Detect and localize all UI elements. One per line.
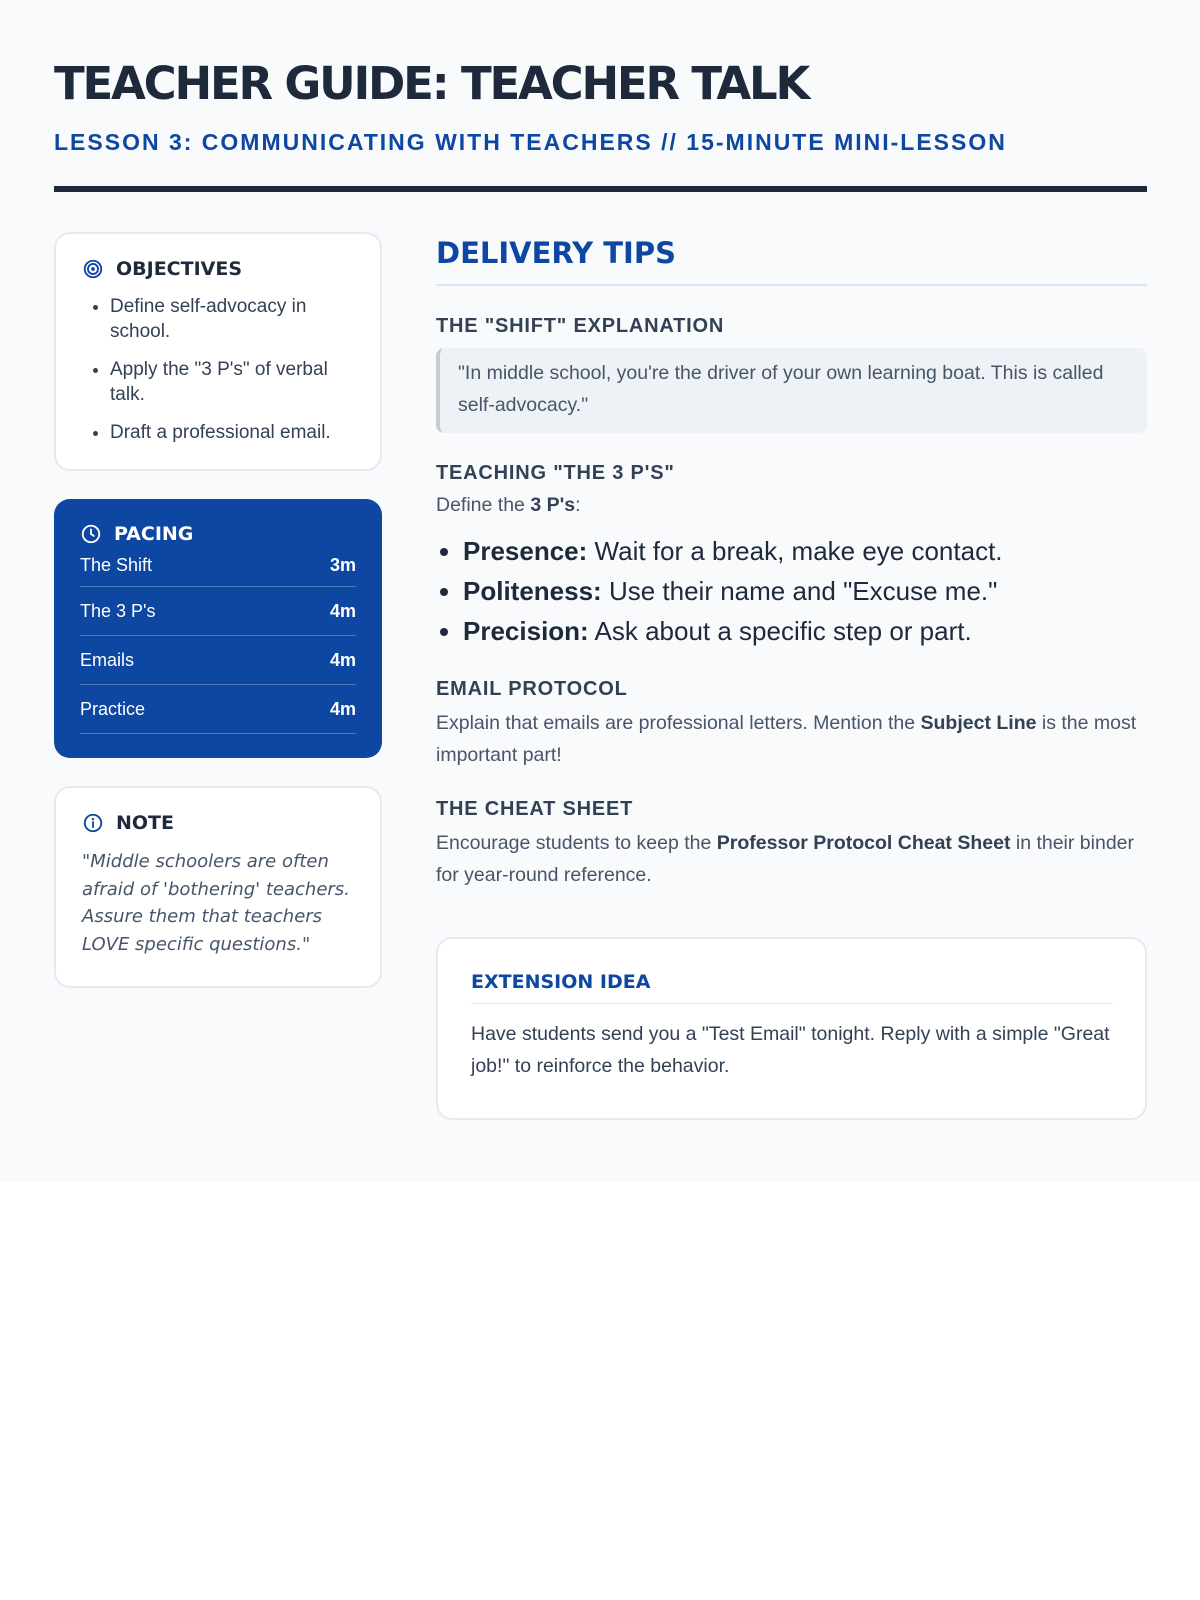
info-icon [82, 812, 104, 834]
email-text-prefix: Explain that emails are professional letters. Mention the [436, 712, 921, 734]
email-text-suffix: is the most important part! [436, 712, 1137, 766]
three-ps-intro-bold: 3 P's [530, 494, 576, 516]
clock-icon [80, 523, 102, 545]
list-item: • Define self-advocacy in school. [110, 294, 354, 344]
pacing-row-label: Emails [80, 649, 135, 670]
email-section [436, 677, 1147, 771]
cheat-sheet-bold: Professor Protocol Cheat Sheet [716, 832, 1011, 854]
header-divider [54, 186, 1147, 192]
pacing-card [54, 499, 382, 758]
main-content [436, 232, 1147, 1120]
three-ps-intro-suffix: : [575, 494, 581, 516]
note-text: "Middle schoolers are often afraid of 'bothering' teachers. Assure them that teachers LOVE specific questions." [82, 851, 350, 955]
cheat-sheet-suffix: in their binder for year-round reference. [436, 832, 1135, 886]
pacing-row-label: The Shift [80, 555, 153, 575]
page-title: TEACHER GUIDE: TEACHER TALK [54, 57, 809, 110]
three-ps-text: Wait for a break, make eye contact. [587, 536, 1003, 566]
pacing-row-label: Practice [80, 698, 146, 719]
note-card [54, 786, 382, 988]
objectives-heading: OBJECTIVES [116, 258, 243, 280]
list-item [463, 571, 1147, 611]
pacing-header [80, 523, 356, 545]
list-item: • Draft a professional email. [110, 420, 354, 445]
page-subtitle: LESSON 3: COMMUNICATING WITH TEACHERS // 15-MINUTE MINI-LESSON [54, 129, 1007, 155]
email-text-bold: Subject Line [920, 712, 1037, 734]
shift-quote: "In middle school, you're the driver of your own learning boat. This is called self-advocacy." [436, 348, 1147, 433]
email-heading: EMAIL PROTOCOL [436, 678, 628, 700]
shift-section [436, 314, 1147, 433]
list-item [463, 611, 1147, 651]
extension-card [436, 937, 1147, 1120]
pacing-row-label: The 3 P's [80, 600, 156, 621]
three-ps-text: Ask about a specific step or part. [588, 616, 972, 646]
email-text [436, 707, 1147, 771]
three-ps-term: Precision: [463, 616, 589, 646]
three-ps-term: Presence: [463, 536, 588, 566]
objectives-list [82, 294, 354, 445]
cheat-sheet-text [436, 827, 1147, 891]
objectives-card [54, 232, 382, 471]
pacing-row [80, 636, 356, 685]
three-ps-term: Politeness: [463, 576, 602, 606]
pacing-heading: PACING [114, 523, 194, 545]
sidebar [54, 232, 382, 988]
list-item [463, 531, 1147, 571]
note-header [82, 812, 354, 834]
pacing-row-time: 4m [329, 649, 356, 670]
shift-heading: THE "SHIFT" EXPLANATION [436, 315, 725, 337]
pacing-row [80, 545, 356, 587]
extension-text: Have students send you a "Test Email" tonight. Reply with a simple "Great job!" to reinforce the behavior. [471, 1023, 1110, 1077]
three-ps-intro-prefix: Define the [436, 494, 531, 516]
objectives-header [82, 258, 354, 280]
note-heading: NOTE [116, 812, 174, 834]
three-ps-intro [436, 489, 1147, 521]
target-icon [82, 258, 104, 280]
extension-heading: EXTENSION IDEA [471, 971, 1113, 1004]
pacing-row-time: 4m [329, 600, 356, 621]
list-item: • Apply the "3 P's" of verbal talk. [110, 357, 354, 407]
three-ps-list [436, 531, 1147, 651]
three-ps-section [436, 461, 1147, 651]
pacing-row-time: 3m [329, 555, 356, 575]
cheat-sheet-prefix: Encourage students to keep the [436, 832, 717, 854]
cheat-sheet-heading: THE CHEAT SHEET [436, 798, 634, 820]
three-ps-heading: TEACHING "THE 3 P'S" [436, 462, 675, 484]
pacing-row [80, 685, 356, 734]
delivery-tips-heading: DELIVERY TIPS [436, 232, 1147, 286]
cheat-sheet-section [436, 797, 1147, 891]
three-ps-text: Use their name and "Excuse me." [601, 576, 998, 606]
pacing-row-time: 4m [329, 698, 356, 719]
pacing-row [80, 587, 356, 636]
